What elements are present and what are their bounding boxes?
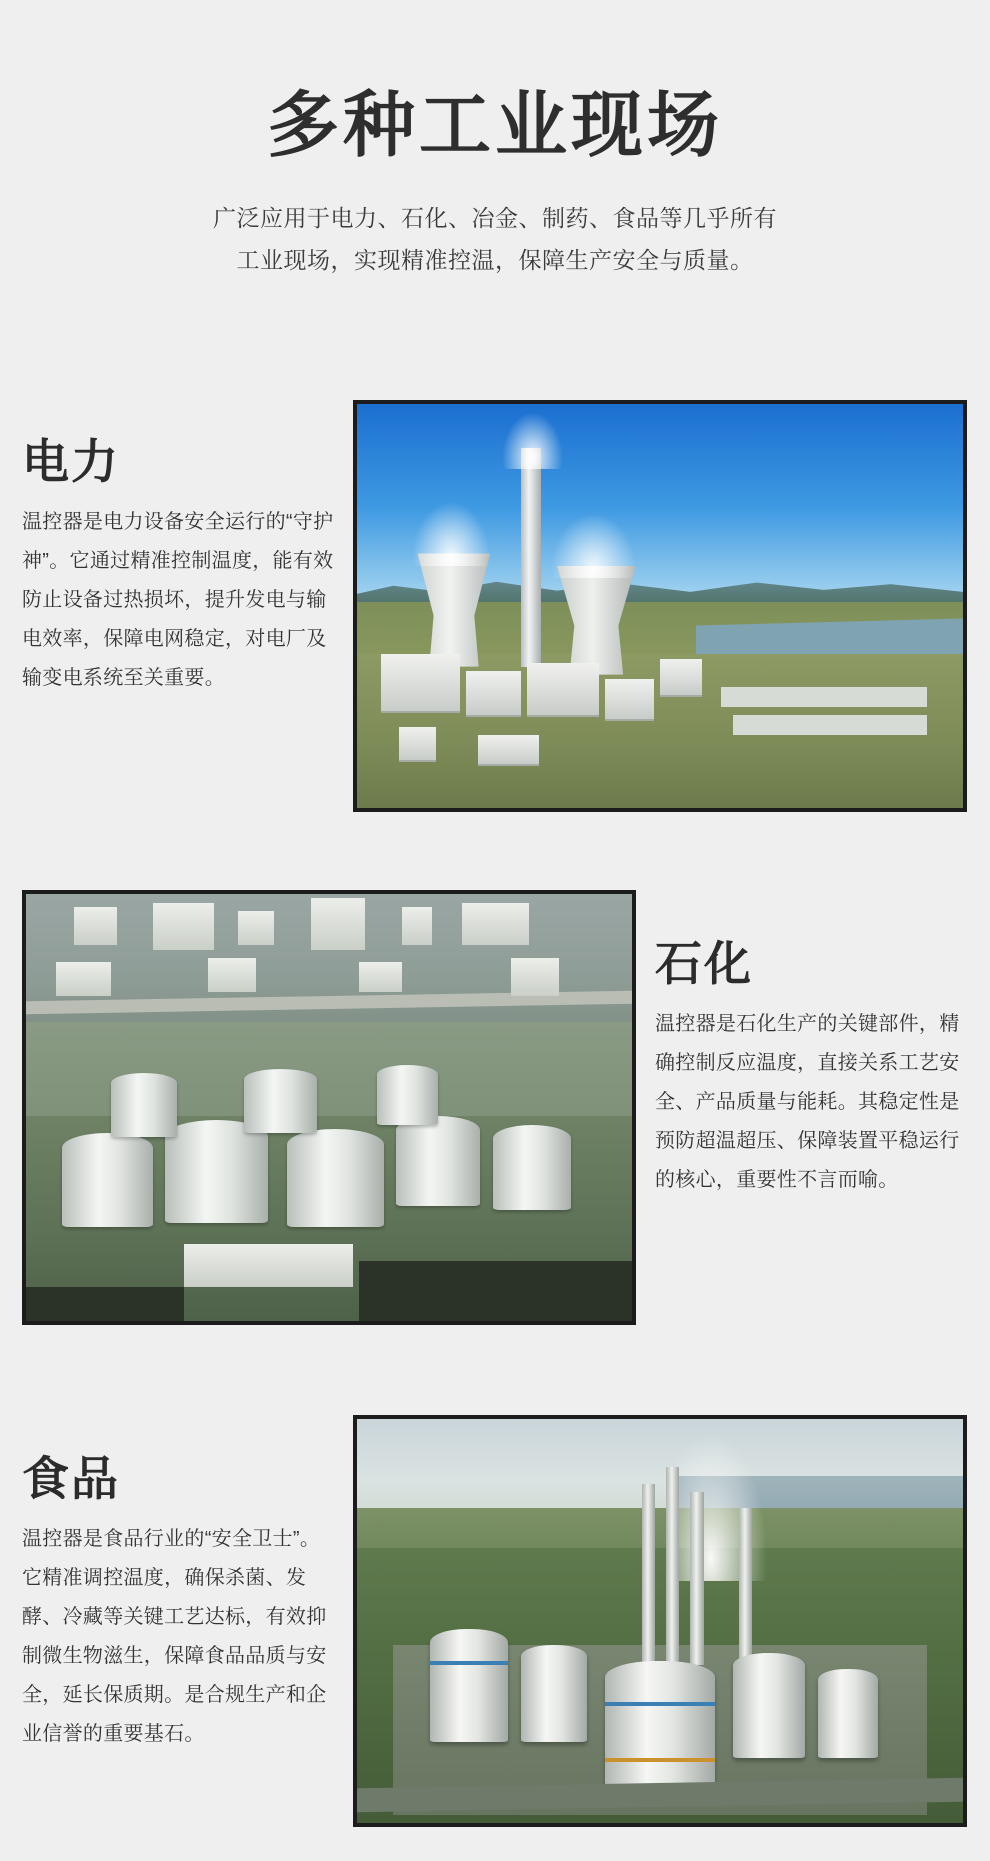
- section-petrochemical: [0, 890, 990, 1340]
- section-food-body: 温控器是食品行业的“安全卫士”。它精准调控温度，确保杀菌、发酵、冷藏等关键工艺达标，有效抑制微生物滋生，保障食品品质与安全，延长保质期。是合规生产和企业信誉的重要基石。: [22, 1528, 327, 1745]
- section-food-title: 食品: [22, 1452, 120, 1505]
- section-power-image: [353, 400, 967, 812]
- section-food-text: [22, 1452, 338, 1754]
- section-power-body: 温控器是电力设备安全运行的“守护神”。它通过精准控制温度，能有效防止设备过热损坏，提升发电与输电效率，保障电网稳定，对电厂及输变电系统至关重要。: [22, 511, 334, 689]
- section-power-text: [22, 435, 338, 698]
- section-food: [0, 1415, 990, 1835]
- page-header: [0, 0, 990, 282]
- page-title: 多种工业现场: [266, 86, 723, 166]
- page-subtitle: [125, 197, 865, 282]
- subtitle-line-2: 工业现场，实现精准控温，保障生产安全与质量。: [236, 247, 754, 274]
- section-petrochemical-body: 温控器是石化生产的关键部件，精确控制反应温度，直接关系工艺安全、产品质量与能耗。其稳定性是预防超温超压、保障装置平稳运行的核心，重要性不言而喻。: [655, 1013, 960, 1191]
- section-petrochemical-title: 石化: [655, 937, 753, 990]
- section-power-title: 电力: [22, 435, 120, 488]
- section-power: [0, 400, 990, 820]
- section-food-image: [353, 1415, 967, 1827]
- section-petrochemical-text: [655, 937, 971, 1200]
- section-petrochemical-image: [22, 890, 636, 1325]
- subtitle-line-1: 广泛应用于电力、石化、冶金、制药、食品等几乎所有: [213, 204, 777, 231]
